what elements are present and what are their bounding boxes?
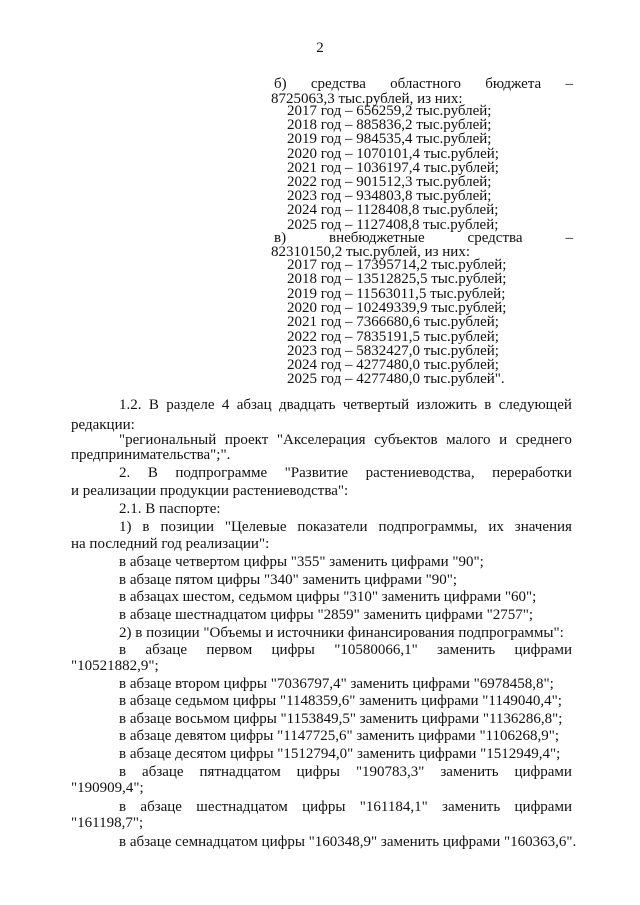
word: цифры bbox=[302, 799, 346, 815]
list-marker: в) bbox=[274, 230, 287, 246]
word: абзаце bbox=[140, 799, 182, 815]
word: в bbox=[119, 764, 127, 780]
word: растениеводства, bbox=[365, 465, 475, 481]
word: показатели bbox=[297, 519, 368, 535]
word: "Целевые bbox=[224, 519, 287, 535]
word: средства bbox=[467, 230, 523, 246]
year-amount-line: 2020 год – 10249339,9 тыс.рублей; bbox=[287, 299, 507, 316]
word: подпрограмме bbox=[175, 465, 268, 481]
paragraph-2-line2: и реализации продукции растениеводства": bbox=[71, 483, 349, 499]
word: бюджета bbox=[485, 76, 542, 92]
word: В bbox=[148, 397, 159, 413]
year-amount-line: 2018 год – 13512825,5 тыс.рублей; bbox=[287, 271, 507, 288]
word: в bbox=[119, 642, 127, 658]
paragraph-2-line1 bbox=[119, 465, 572, 481]
paragraph-15-line2: "190909,4"; bbox=[71, 780, 144, 796]
paragraph-16-line1 bbox=[119, 799, 572, 815]
amendment-line: в абзаце восьмом цифры "1153849,5" заменить цифрами "1136286,8"; bbox=[119, 711, 563, 727]
year-amount-line: 2025 год – 4277480,0 тыс.рублей". bbox=[287, 371, 505, 388]
year-amount-line: 2023 год – 5832427,0 тыс.рублей; bbox=[287, 342, 499, 359]
word: переработки bbox=[492, 465, 572, 481]
word: следующей bbox=[498, 397, 572, 413]
year-amount-line: 2025 год – 1127408,8 тыс.рублей; bbox=[287, 216, 499, 233]
dash: – bbox=[565, 230, 573, 246]
item-1-line1 bbox=[119, 519, 572, 535]
word: проект bbox=[224, 432, 269, 448]
quote-line1 bbox=[119, 432, 572, 448]
budget-b-heading bbox=[274, 76, 573, 92]
first-paragraph-line2: "10521882,9"; bbox=[71, 658, 159, 674]
year-amount-line: 2023 год – 934803,8 тыс.рублей; bbox=[287, 188, 492, 205]
word: 1.2. bbox=[119, 397, 142, 413]
word: среднего bbox=[515, 432, 572, 448]
word: цифрами bbox=[514, 642, 572, 658]
word: "Развитие bbox=[284, 465, 349, 481]
paragraph-15-line1 bbox=[119, 764, 572, 780]
word: изложить bbox=[416, 397, 477, 413]
quote-line2: предпринимательства";". bbox=[71, 447, 231, 463]
word: субъектов bbox=[374, 432, 438, 448]
word: областного bbox=[390, 76, 462, 92]
budget-v-total: 82310150,2 тыс.рублей, из них: bbox=[271, 244, 470, 260]
word: "190783,3" bbox=[355, 764, 425, 780]
word: "10580066,1" bbox=[334, 642, 418, 658]
paragraph-1-2-line2: редакции: bbox=[71, 417, 135, 433]
word: и bbox=[499, 432, 508, 448]
amendment-line: в абзацах шестом, седьмом цифры "310" заменить цифрами "60"; bbox=[119, 589, 537, 605]
word: 1) bbox=[119, 519, 132, 535]
word: в bbox=[119, 799, 127, 815]
word: "Акселерация bbox=[276, 432, 366, 448]
word: в bbox=[142, 519, 150, 535]
word: подпрограммы, bbox=[378, 519, 478, 535]
word: В bbox=[147, 465, 158, 481]
amendment-line: в абзаце седьмом цифры "1148359,6" заменить цифрами "1149040,4"; bbox=[119, 693, 562, 709]
paragraph-1-2-line1 bbox=[119, 397, 572, 413]
item-1-line2: на последний год реализации": bbox=[71, 536, 270, 552]
word: цифры bbox=[271, 642, 315, 658]
year-amount-line: 2019 год – 984535,4 тыс.рублей; bbox=[287, 131, 492, 148]
word: в bbox=[484, 397, 492, 413]
word: средства bbox=[310, 76, 366, 92]
word: "161184,1" bbox=[359, 799, 428, 815]
amendment-line: в абзаце пятом цифры "340" заменить цифрами "90"; bbox=[119, 572, 458, 588]
year-amount-line: 2024 год – 1128408,8 тыс.рублей; bbox=[287, 202, 499, 219]
word: заменить bbox=[440, 764, 499, 780]
page-number: 2 bbox=[316, 40, 324, 56]
dash: – bbox=[565, 76, 573, 92]
year-amount-line: 2021 год – 1036197,4 тыс.рублей; bbox=[287, 159, 499, 176]
first-paragraph-line1 bbox=[119, 642, 572, 658]
year-amount-line: 2017 год – 656259,2 тыс.рублей; bbox=[287, 103, 492, 119]
word: цифрами bbox=[514, 799, 572, 815]
year-amount-line: 2019 год – 11563011,5 тыс.рублей; bbox=[287, 285, 506, 302]
word: абзац bbox=[236, 397, 272, 413]
word: малого bbox=[446, 432, 491, 448]
word: значения bbox=[514, 519, 572, 535]
amendment-line: в абзаце втором цифры "7036797,4" заменить цифрами "6978458,8"; bbox=[119, 676, 554, 692]
year-amount-line: 2017 год – 17395714,2 тыс.рублей; bbox=[287, 257, 507, 273]
word: абзаце bbox=[145, 642, 187, 658]
word: их bbox=[488, 519, 504, 535]
amendment-line: в абзаце шестнадцатом цифры "2859" заменить цифрами "2757"; bbox=[119, 607, 534, 623]
year-amount-line: 2020 год – 1070101,4 тыс.рублей; bbox=[287, 145, 499, 162]
word: шестнадцатом bbox=[196, 799, 288, 815]
word: четвертый bbox=[342, 397, 410, 413]
paragraph-2-1: 2.1. В паспорте: bbox=[119, 501, 221, 517]
word: цифрами bbox=[514, 764, 572, 780]
word: двадцать bbox=[278, 397, 336, 413]
word: внебюджетные bbox=[329, 230, 425, 246]
word: первом bbox=[206, 642, 253, 658]
word: "региональный bbox=[119, 432, 217, 448]
year-amount-line: 2022 год – 901512,3 тыс.рублей; bbox=[287, 174, 492, 190]
amendment-line: в абзаце девятом цифры "1147725,6" заменить цифрами "1106268,9"; bbox=[119, 728, 560, 744]
amendment-line: в абзаце семнадцатом цифры "160348,9" заменить цифрами "160363,6". bbox=[119, 834, 577, 850]
word: 2. bbox=[119, 465, 131, 481]
year-amount-line: 2018 год – 885836,2 тыс.рублей; bbox=[287, 117, 492, 134]
list-marker: б) bbox=[274, 76, 287, 92]
budget-b-total: 8725063,3 тыс.рублей, из них: bbox=[271, 91, 463, 107]
word: заменить bbox=[437, 642, 496, 658]
year-amount-line: 2022 год – 7835191,5 тыс.рублей; bbox=[287, 328, 499, 345]
amendment-line: в абзаце четвертом цифры "355" заменить цифрами "90"; bbox=[119, 554, 484, 570]
word: пятнадцатом bbox=[199, 764, 281, 780]
word: позиции bbox=[160, 519, 214, 535]
word: заменить bbox=[442, 799, 501, 815]
item-2-line: 2) в позиции "Объемы и источники финансирования подпрограммы": bbox=[119, 625, 564, 641]
year-amount-line: 2021 год – 7366680,6 тыс.рублей; bbox=[287, 314, 499, 331]
word: разделе bbox=[166, 397, 215, 413]
word: цифры bbox=[296, 764, 340, 780]
amendment-line: в абзаце десятом цифры "1512794,0" заменить цифрами "1512949,4"; bbox=[119, 746, 561, 762]
word: абзаце bbox=[142, 764, 184, 780]
year-amount-line: 2024 год – 4277480,0 тыс.рублей; bbox=[287, 357, 499, 374]
word: 4 bbox=[221, 397, 230, 413]
paragraph-16-line2: "161198,7"; bbox=[71, 815, 144, 831]
